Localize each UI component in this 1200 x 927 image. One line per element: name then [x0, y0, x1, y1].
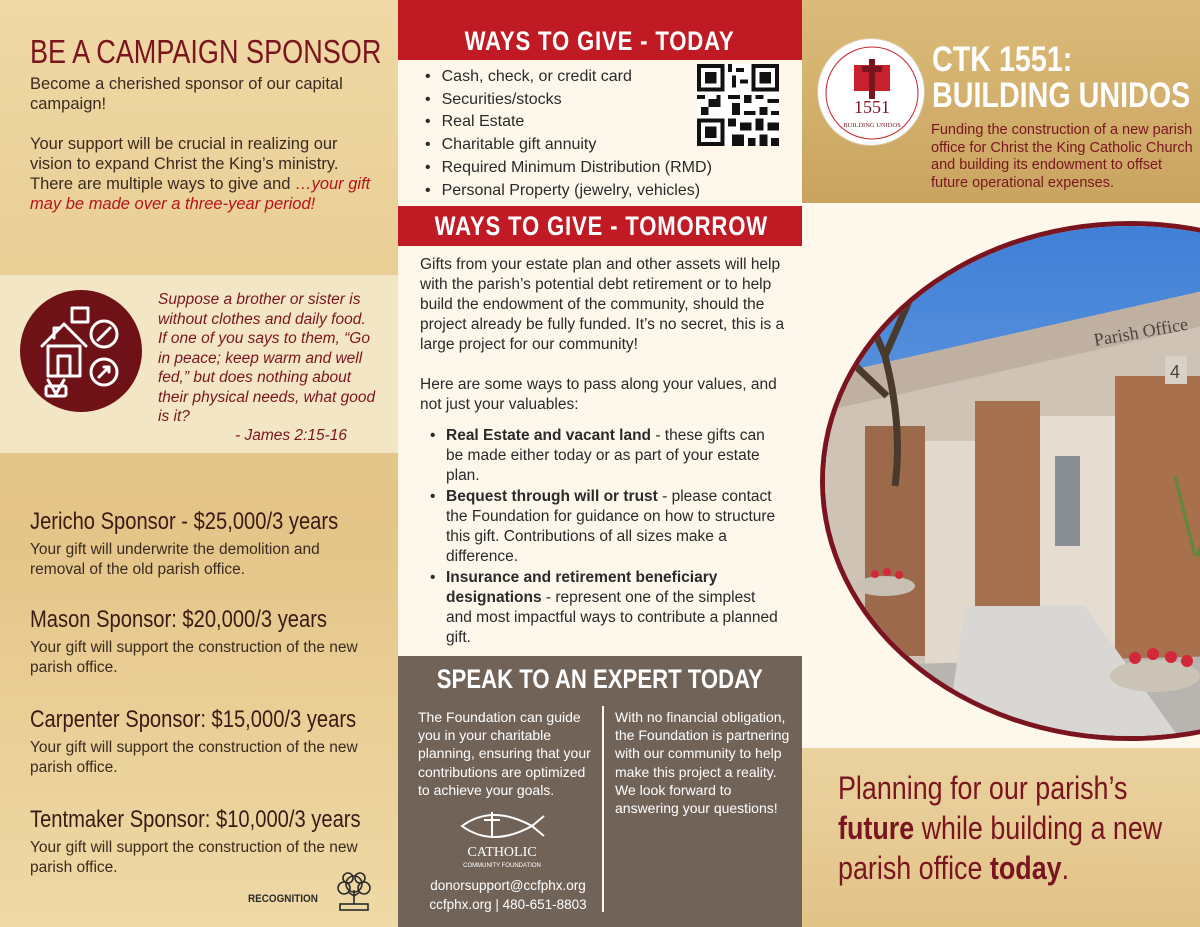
intro-paragraph-2 — [30, 134, 375, 214]
ccf-subtitle: COMMUNITY FOUNDATION — [463, 863, 541, 869]
campaign-sponsor-title: BE A CAMPAIGN SPONSOR — [30, 33, 382, 70]
tree-icon — [330, 870, 378, 914]
scripture-quote: Suppose a brother or sister is without clothes and daily food. If one of you says to them, “Go in peace; keep warm and well fed,” but does nothing about their physical needs, what good is it? — [158, 291, 376, 425]
tier-name: Tentmaker Sponsor: $10,000/3 years — [30, 806, 361, 833]
recognition-label: RECOGNITION — [248, 893, 318, 905]
list-item-text: - please contact the Foundation for guidance on how to structure this gift. Contributions of all sizes make a difference. — [446, 488, 776, 565]
tagline-line-2-text: while building a new — [914, 810, 1163, 846]
left-panel — [0, 0, 398, 927]
tagline-line-2 — [838, 808, 1163, 848]
tier-description: Your gift will underwrite the demolition and removal of the old parish office. — [30, 541, 320, 578]
tier-name: Mason Sponsor: $20,000/3 years — [30, 606, 327, 633]
list-item: • Required Minimum Distribution (RMD) — [425, 157, 712, 180]
intro-paragraph-1: Become a cherished sponsor of our capital campaign! — [30, 75, 343, 113]
qr-code[interactable] — [697, 64, 779, 146]
intro-emphasis: …your gift may be made over a three-year period! — [30, 175, 371, 213]
tier-name: Jericho Sponsor - $25,000/3 years — [30, 508, 339, 535]
expert-column-1: The Foundation can guide you in your charitable planning, ensuring that your contributions are optimized to achieve your goals. — [418, 709, 591, 798]
list-item-text: - these gifts can be made either today or as part of your estate plan. — [446, 427, 765, 484]
ctk-1551-logo — [817, 38, 925, 146]
ways-today-list — [425, 66, 712, 202]
list-item: • Cash, check, or credit card — [425, 66, 712, 89]
expert-title-wrap — [398, 664, 802, 695]
divider — [602, 706, 604, 912]
ccf-name: CATHOLIC — [467, 845, 537, 860]
ctk-title-line-1: CTK 1551: — [932, 40, 1073, 79]
parish-office-photo — [820, 221, 1200, 741]
ways-to-give-tomorrow-banner — [398, 206, 802, 246]
sponsor-tier-carpenter — [30, 706, 375, 778]
list-item-bold: Insurance and retirement beneficiary designations — [446, 569, 718, 606]
logo-text: BUILDING UNIDOS — [843, 122, 901, 129]
today-title: WAYS TO GIVE - TODAY — [465, 26, 735, 56]
tagline-line-3 — [838, 848, 1136, 888]
web-phone[interactable]: ccfphx.org | 480-651-8803 — [429, 897, 587, 912]
intro-text — [30, 74, 375, 234]
photo-panel — [802, 203, 1200, 748]
building-tools-icon — [20, 290, 142, 412]
list-item — [420, 487, 785, 567]
ctk-title — [932, 42, 1190, 114]
tier-description: Your gift will support the construction of the new parish office. — [30, 739, 358, 776]
tagline — [838, 768, 1163, 888]
speak-to-expert-section — [398, 656, 802, 927]
sponsor-tier-tentmaker — [30, 806, 375, 878]
tomorrow-body — [420, 255, 785, 649]
list-item — [420, 568, 785, 648]
tagline-line-3-text: parish office — [838, 850, 990, 886]
contact-info — [416, 876, 600, 914]
ways-tomorrow-list — [420, 426, 785, 648]
list-item: • Charitable gift annuity — [425, 134, 712, 157]
intro-paragraph-2-text: Your support will be crucial in realizing our vision to expand Christ the King’s ministry. There are multiple ways to give and — [30, 135, 339, 193]
list-item — [420, 426, 785, 486]
door-number: 4 — [1170, 362, 1181, 382]
ctk-description: Funding the construction of a new parish office for Christ the King Catholic Church and building its endowment to offset future operational expenses. — [931, 122, 1193, 192]
ways-to-give-today-banner — [398, 0, 802, 60]
list-item-bold: Bequest through will or trust — [446, 488, 658, 505]
tier-name: Carpenter Sponsor: $15,000/3 years — [30, 706, 357, 733]
parish-office-sign: Parish Office — [1092, 313, 1190, 350]
scripture-reference: - James 2:15-16 — [235, 427, 347, 444]
tier-description: Your gift will support the construction of the new parish office. — [30, 839, 358, 876]
list-item: • Personal Property (jewelry, vehicles) — [425, 180, 712, 203]
email-link[interactable]: donorsupport@ccfphx.org — [430, 878, 586, 893]
ctk-title-line-2: BUILDING UNIDOS — [932, 76, 1191, 115]
tier-description: Your gift will support the construction of the new parish office. — [30, 639, 358, 676]
tomorrow-title: WAYS TO GIVE - TOMORROW — [434, 211, 768, 241]
tagline-line-1: Planning for our parish’s — [838, 770, 1128, 806]
sponsor-tier-jericho — [30, 508, 375, 580]
logo-number: 1551 — [854, 97, 890, 117]
tagline-future: future — [838, 810, 915, 846]
catholic-community-foundation-logo — [452, 806, 552, 870]
list-item-bold: Real Estate and vacant land — [446, 427, 652, 444]
tagline-period: . — [1061, 850, 1070, 886]
tomorrow-paragraph-2: Here are some ways to pass along your values, and not just your valuables: — [420, 376, 777, 413]
tagline-today: today — [989, 850, 1062, 886]
tomorrow-paragraph-1: Gifts from your estate plan and other assets will help with the parish’s potential debt retirement or to help build the endowment of the community, should the project already be fully funded. It’s no secret, this is a large project for our community! — [420, 256, 785, 353]
list-item: • Securities/stocks — [425, 89, 712, 112]
sponsor-tier-mason — [30, 606, 375, 678]
expert-title: SPEAK TO AN EXPERT TODAY — [436, 664, 764, 694]
list-item: • Real Estate — [425, 111, 712, 134]
list-item-text: - represent one of the simplest and most impactful ways to contribute a planned gift. — [446, 589, 778, 646]
expert-column-2: With no financial obligation, the Foundation is partnering with our community to help make this project a reality. We look forward to answering your questions! — [615, 709, 790, 817]
